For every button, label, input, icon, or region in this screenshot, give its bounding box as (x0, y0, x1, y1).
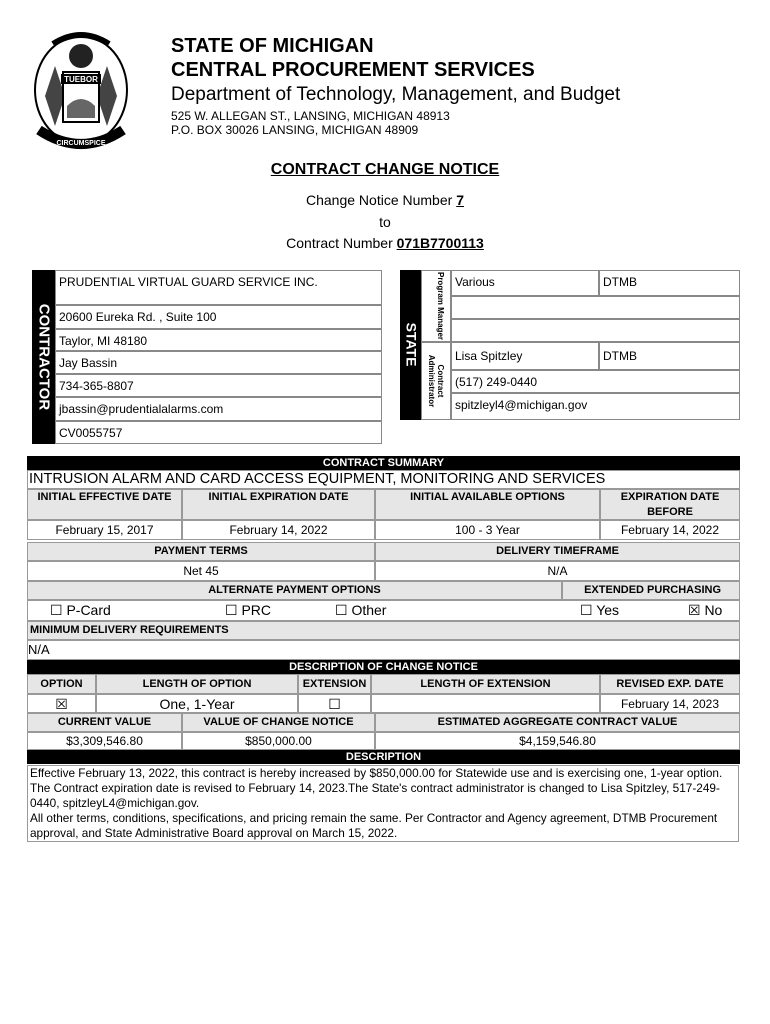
program-manager-name: Various (451, 270, 599, 296)
header-expiration-before (600, 489, 740, 520)
program-manager-blank-1 (451, 296, 740, 319)
header-minimum-delivery: MINIMUM DELIVERY REQUIREMENTS (27, 621, 740, 640)
contractor-vendor-id: CV0055757 (55, 421, 382, 444)
initial-effective-date: February 15, 2017 (27, 520, 182, 540)
contract-description-border (27, 470, 740, 489)
header-aggregate-value: ESTIMATED AGGREGATE CONTRACT VALUE (375, 713, 740, 732)
contract-number: 071B7700113 (396, 235, 484, 251)
prc-checkbox[interactable]: ☐ PRC (225, 602, 271, 618)
state-label-bar (400, 270, 421, 420)
description-bar: DESCRIPTION (27, 750, 740, 764)
header-expiration-before-line1: EXPIRATION DATE (620, 491, 720, 503)
contract-admin-label: Contract Administrator (427, 354, 445, 408)
header-department: Department of Technology, Management, and Budget (171, 84, 621, 105)
contract-description: INTRUSION ALARM AND CARD ACCESS EQUIPMENT, MONITORING AND SERVICES (29, 471, 606, 487)
seal-text-circumspice: CIRCUMSPICE (56, 140, 106, 147)
header-value-of-change: VALUE OF CHANGE NOTICE (182, 713, 375, 732)
header-expiration-before-line2: BEFORE (647, 506, 693, 518)
contract-admin-phone: (517) 249-0440 (451, 370, 740, 393)
aggregate-value: $4,159,546.80 (375, 732, 740, 750)
current-value: $3,309,546.80 (27, 732, 182, 750)
header-address-2: P.O. BOX 30026 LANSING, MICHIGAN 48909 (171, 123, 419, 137)
initial-expiration-date: February 14, 2022 (182, 520, 375, 540)
header-extended-purchasing: EXTENDED PURCHASING (562, 581, 740, 600)
contract-number-line (0, 235, 770, 251)
contractor-city: Taylor, MI 48180 (55, 329, 382, 351)
header-extension: EXTENSION (298, 674, 371, 694)
header-alternate-payment: ALTERNATE PAYMENT OPTIONS (27, 581, 562, 600)
contractor-name: PRUDENTIAL VIRTUAL GUARD SERVICE INC. (55, 270, 382, 305)
header-state: STATE OF MICHIGAN (171, 35, 374, 57)
contractor-label-bar (32, 270, 55, 444)
description-text (27, 765, 739, 842)
header-revised-exp-date: REVISED EXP. DATE (600, 674, 740, 694)
payment-terms: Net 45 (27, 561, 375, 581)
minimum-delivery: N/A (28, 642, 50, 657)
contract-admin-name: Lisa Spitzley (451, 342, 599, 370)
program-manager-label-cell (421, 270, 451, 342)
header-current-value: CURRENT VALUE (27, 713, 182, 732)
description-paragraph-2: All other terms, conditions, specifications, and pricing remain the same. Per Contractor and Agency agreement, DTMB Procurement approval, and State Administrative Board approval on March 15, 2022. (30, 811, 718, 840)
other-checkbox[interactable]: ☐ Other (335, 602, 387, 618)
contract-summary-bar: CONTRACT SUMMARY (27, 456, 740, 470)
notice-title: CONTRACT CHANGE NOTICE (270, 161, 500, 178)
contractor-email: jbassin@prudentialalarms.com (55, 397, 382, 421)
to-text: to (379, 214, 391, 230)
min-delivery-row (27, 640, 740, 660)
pcard-checkbox[interactable]: ☐ P-Card (50, 602, 111, 618)
yes-checkbox[interactable]: ☐ Yes (580, 602, 620, 618)
change-notice-bar: DESCRIPTION OF CHANGE NOTICE (27, 660, 740, 674)
header-initial-expiration: INITIAL EXPIRATION DATE (182, 489, 375, 520)
description-paragraph-1: Effective February 13, 2022, this contract is hereby increased by $850,000.00 for Statewide use and is exercising one, 1-year option. The Contract expiration date is revised to February 14, 2023.The State's contract administrator is changed to Lisa Spitzley, 517-249-0440, spitzleyL4@michigan.gov. (30, 766, 723, 810)
header-procurement: CENTRAL PROCUREMENT SERVICES (171, 59, 535, 81)
header-length-of-extension: LENGTH OF EXTENSION (371, 674, 600, 694)
expiration-before-date: February 14, 2022 (600, 520, 740, 540)
option-checkbox[interactable]: ☒ (27, 694, 96, 713)
length-of-extension (371, 694, 600, 713)
header-option: OPTION (27, 674, 96, 694)
header-length-of-option: LENGTH OF OPTION (96, 674, 298, 694)
contract-number-prefix: Contract Number (286, 235, 397, 251)
contract-admin-label-cell (421, 342, 451, 420)
seal-text-tuebor: TUEBOR (64, 75, 98, 84)
header-address-1: 525 W. ALLEGAN ST., LANSING, MICHIGAN 48913 (171, 109, 450, 123)
revised-exp-date: February 14, 2023 (600, 694, 740, 713)
length-of-option: One, 1-Year (96, 694, 298, 713)
change-notice-line (0, 192, 770, 208)
extension-checkbox[interactable]: ☐ (298, 694, 371, 713)
contract-admin-email: spitzleyl4@michigan.gov (451, 393, 740, 420)
program-manager-label: Program Manager (436, 271, 445, 341)
program-manager-blank-2 (451, 319, 740, 342)
header-delivery-timeframe: DELIVERY TIMEFRAME (375, 542, 740, 561)
contractor-phone: 734-365-8807 (55, 374, 382, 397)
michigan-seal-icon (25, 26, 137, 152)
state-label: STATE (403, 322, 420, 367)
contract-admin-agency: DTMB (599, 342, 740, 370)
initial-available-options: 100 - 3 Year (375, 520, 600, 540)
program-manager-agency: DTMB (599, 270, 740, 296)
contractor-label: CONTRACTOR (35, 303, 53, 411)
value-of-change: $850,000.00 (182, 732, 375, 750)
contractor-street: 20600 Eureka Rd. , Suite 100 (55, 305, 382, 329)
header-initial-effective: INITIAL EFFECTIVE DATE (27, 489, 182, 520)
change-notice-number: 7 (456, 192, 464, 208)
contractor-contact: Jay Bassin (55, 351, 382, 374)
header-initial-options: INITIAL AVAILABLE OPTIONS (375, 489, 600, 520)
change-notice-prefix: Change Notice Number (306, 192, 457, 208)
header-payment-terms: PAYMENT TERMS (27, 542, 375, 561)
no-checkbox[interactable]: ☒ No (688, 602, 723, 618)
delivery-timeframe: N/A (375, 561, 740, 581)
